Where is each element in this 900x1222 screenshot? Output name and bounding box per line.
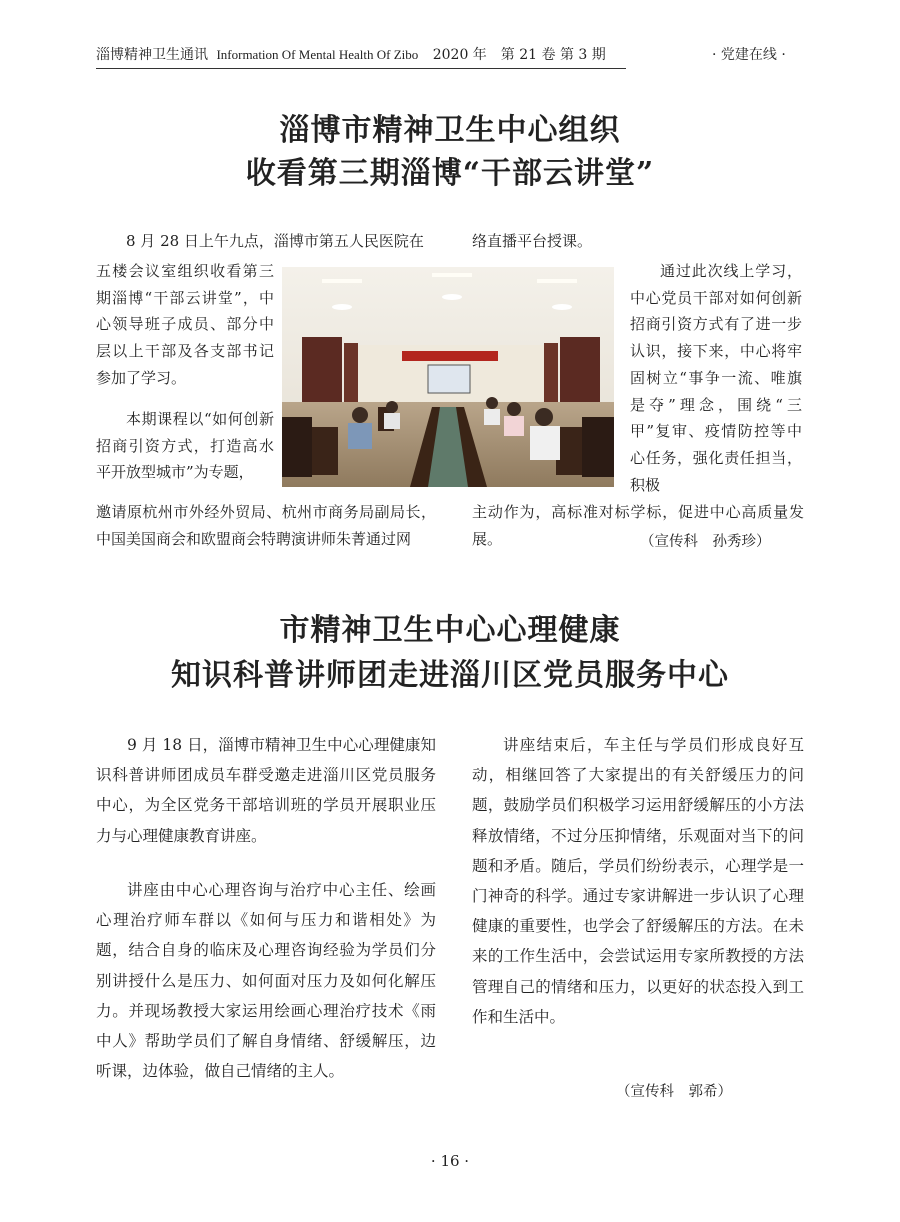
running-header bbox=[96, 44, 626, 69]
article1-left-narrow-2: 本期课程以“如何创新招商引资方式，打造高水平开放型城市”为专题， bbox=[96, 410, 274, 482]
article2-left-p1: 9 月 18 日，淄博市精神卫生中心心理健康知识科普讲师团成员车群受邀走进淄川区党员服务中心，为全区党务干部培训班的学员开展职业压力与心理健康教育讲座。 bbox=[96, 736, 436, 845]
article2-left-p2: 讲座由中心心理咨询与治疗中心主任、绘画心理治疗师车群以《如何与压力和谐相处》为题，结合自身的临床及心理咨询经验为学员们分别讲授什么是压力、如何面对压力及如何化解压力。并现场教授大家运用绘画心理治疗技术《雨中人》帮助学员们了解自身情绪、舒缓解压，边听课，边体验，做自己情绪的主人。 bbox=[96, 881, 436, 1081]
section-label: · 党建在线 · bbox=[712, 47, 786, 63]
article1-title-line2: 收看第三期淄博“干部云讲堂” bbox=[245, 156, 655, 191]
article1-right-top: 络直播平台授课。 bbox=[472, 232, 593, 250]
article2-title-line1: 市精神卫生中心心理健康 bbox=[279, 613, 621, 648]
meeting-photo bbox=[282, 267, 614, 487]
issue-info: 2020 年 第 21 卷 第 3 期 bbox=[432, 47, 606, 63]
article1-right-bottom: 主动作为，高标准对标学标，促进中心高质量发展。 bbox=[472, 503, 804, 548]
article1-right-narrow: 通过此次线上学习，中心党员干部对如何创新招商引资方式有了进一步认识，接下来，中心将牢固树立“事争一流、唯旗是夺”理念，围绕“三甲”复审、疫情防控等中心任务，强化责任担当，积极 bbox=[630, 262, 802, 494]
journal-name-en: Information Of Mental Health Of Zibo bbox=[216, 47, 419, 62]
article1-title-line1: 淄博市精神卫生中心组织 bbox=[279, 113, 621, 148]
article2-right-p1: 讲座结束后，车主任与学员们形成良好互动，相继回答了大家提出的有关舒缓压力的问题，鼓励学员们积极学习运用舒缓解压的小方法释放情绪，不过分压抑情绪，乐观面对当下的问题和矛盾。随后，学员们纷纷表示，心理学是一门神奇的科学。通过专家讲解进一步认识了心理健康的重要性，也学会了舒缓解压的方法。在未来的工作生活中，会尝试运用专家所教授的方法管理自己的情绪和压力，以更好的状态投入到工作和生活中。 bbox=[472, 736, 804, 1026]
article2-byline: （宣传科 郭希） bbox=[616, 1084, 732, 1100]
article1-left-bottom: 邀请原杭州市外经外贸局、杭州市商务局副局长，中国美国商会和欧盟商会特聘演讲师朱菁通过网 bbox=[96, 503, 436, 548]
article2-title-line2: 知识科普讲师团走进淄川区党员服务中心 bbox=[171, 658, 729, 693]
article1-byline: （宣传科 孙秀珍） bbox=[640, 534, 771, 550]
article1-intro: 8 月 28 日上午九点，淄博市第五人民医院在 bbox=[126, 232, 424, 250]
article1-left-narrow-1: 五楼会议室组织收看第三期淄博“干部云讲堂”，中心领导班子成员、部分中层以上干部及各支部书记参加了学习。 bbox=[96, 262, 274, 387]
journal-name: 淄博精神卫生通讯 bbox=[96, 47, 208, 63]
page-number: · 16 · bbox=[430, 1152, 470, 1170]
